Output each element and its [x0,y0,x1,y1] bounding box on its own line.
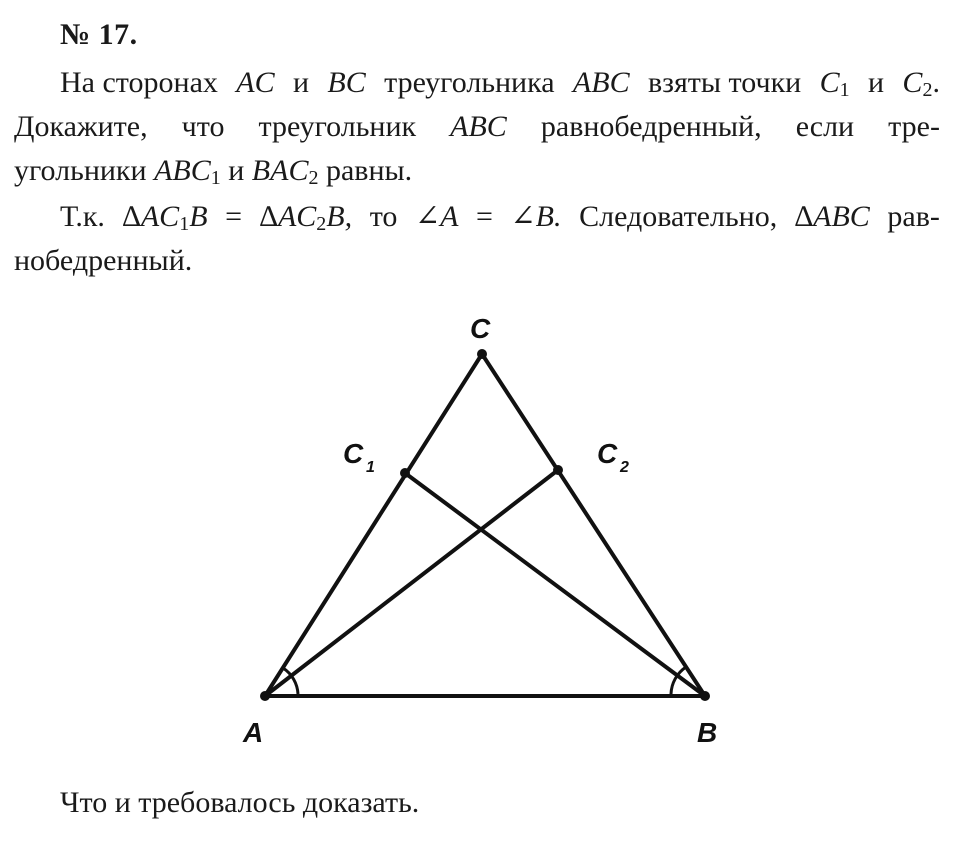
point-c2-dot [553,465,563,475]
conclusion: Что и требовалось доказать. [60,786,420,819]
statement-line-2 [14,108,940,146]
segment-bc1 [405,473,705,696]
triangle-diagram [0,290,978,770]
point-letter: C [902,66,923,99]
solution-line-2: нобедренный. [14,244,193,277]
solution-line-1 [60,198,940,236]
label-c1-subscript: 1 [366,459,375,476]
segment-ac: AC [236,66,275,99]
point-letter: C [819,66,840,99]
label-c1: C [343,438,364,469]
text: Докажите, [14,110,148,143]
text: что [181,110,225,143]
triangle-lines [265,354,705,696]
triangle-letters: B [189,200,208,233]
label-c2: C [597,438,618,469]
text: и [228,154,245,187]
point-subscript: 2 [922,79,933,101]
angle-marks [283,667,686,694]
text: На сторонах [60,66,218,99]
text: тре- [888,110,940,143]
point-c-dot [477,349,487,359]
triangle-subscript: 2 [316,213,327,235]
triangle-ac1b [122,198,207,236]
text: рав- [887,200,940,233]
triangle-subscript: 1 [210,167,221,189]
text: и [292,66,310,99]
text: и [867,66,885,99]
text: Следовательно, [579,200,778,233]
text: угольники [14,154,147,187]
side-ac [265,354,482,696]
text: Т.к. [60,200,105,233]
triangle-letters: BAC [251,154,309,187]
triangle-letters: B, [326,200,353,233]
triangle-subscript: 1 [179,213,190,235]
triangle-abc: ABC [450,110,507,143]
text: если [795,110,855,143]
text: равнобедренный, [540,110,762,143]
point-subscript: 1 [839,79,850,101]
segment-bc: BC [327,66,366,99]
triangle-letters: ∆AC [259,200,317,233]
period: . [932,66,940,99]
label-b: B [697,717,718,748]
point-c1-dot [400,468,410,478]
statement-line-1 [60,64,940,102]
triangle-letters: ∆AC [122,200,180,233]
point-b-dot [700,691,710,701]
angle-a: ∠A [415,200,459,233]
point-c2 [902,64,940,102]
point-c1 [820,64,850,102]
angle-b: ∠B. [510,200,562,233]
triangle-ac2b [260,198,353,236]
segment-ac2 [265,470,558,696]
triangle-abc1 [154,154,221,187]
triangle-subscript: 2 [308,167,319,189]
point-a-dot [260,691,270,701]
text: треугольника [384,66,555,99]
text: треугольник [258,110,417,143]
triangle-bac2 [252,154,319,187]
equals-sign: = [476,200,493,233]
label-a: A [243,717,264,748]
statement-line-3 [14,152,940,190]
triangle-letters: ABC [154,154,211,187]
text: то [369,200,398,233]
side-bc [482,354,705,696]
problem-number: № 17. [60,18,138,51]
text: равны. [325,154,413,187]
triangle-abc: ABC [572,66,630,99]
equals-sign: = [225,200,243,233]
text: взяты точки [647,66,802,99]
label-c2-subscript: 2 [620,459,629,476]
triangle-abc: ∆ABC [794,200,870,233]
label-c: C [470,313,491,344]
